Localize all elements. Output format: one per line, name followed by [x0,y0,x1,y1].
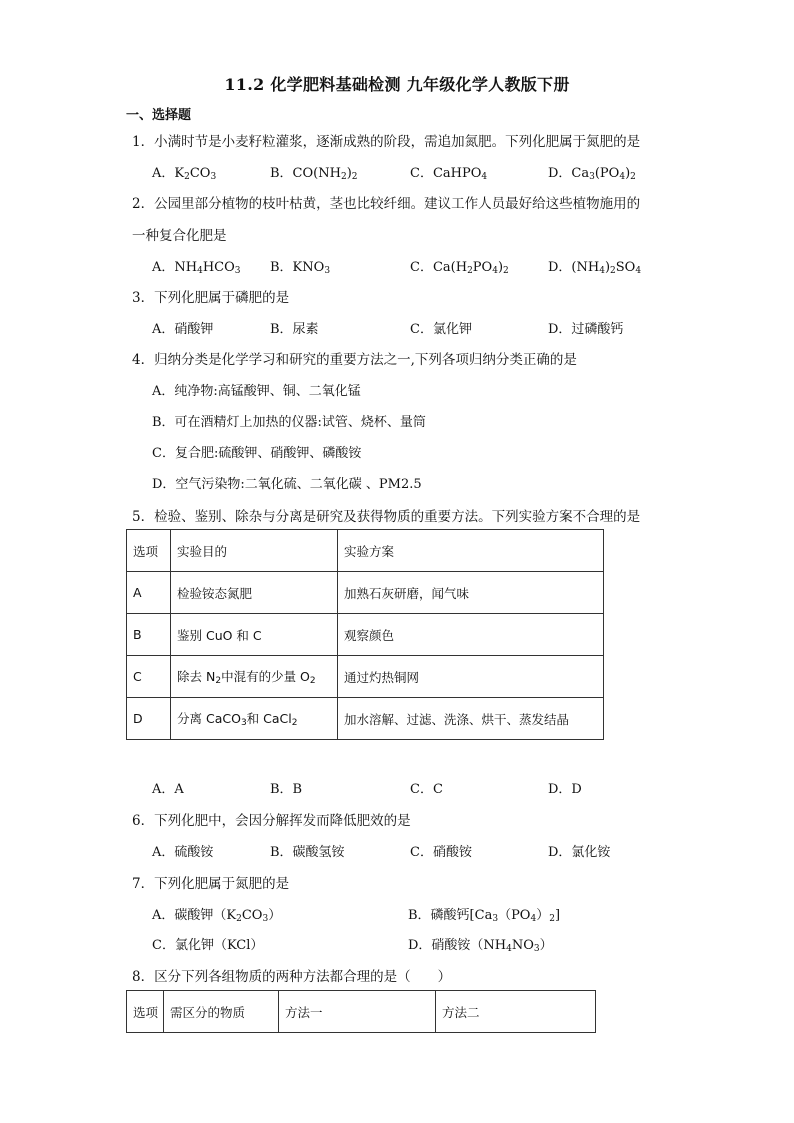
table-cell-goal: 检验铵态氮肥 [171,572,338,614]
option-c[interactable]: C．$Ca(H_2PO_4)_2$ [410,260,509,276]
question-1-stem: 1．小满时节是小麦籽粒灌浆，逐渐成熟的阶段，需追加氮肥。下列化肥属于氮肥的是 [132,134,641,150]
option-a[interactable]: A．硝酸钾 [152,322,214,337]
question-7-stem: 7．下列化肥属于氮肥的是 [132,876,290,892]
question-7-options-row2 [152,934,672,954]
option-c[interactable]: C．复合肥:硫酸钾、硝酸钾、磷酸铵 [152,446,362,461]
option-d[interactable]: D．D [548,782,582,797]
table-cell-goal: 除去 $N_2$中混有的少量 $O_2$ [171,656,338,698]
question-3-options [152,318,672,338]
question-2-options [152,256,672,276]
option-d[interactable]: D．空气污染物:二氧化硫、二氧化碳 、PM2.5 [152,477,422,492]
option-b[interactable]: B．尿素 [270,322,319,337]
option-b[interactable]: B．碳酸氢铵 [270,845,345,860]
page-title: 11.2 化学肥料基础检测 九年级化学人教版下册 [224,75,570,94]
table-row [127,614,604,656]
option-a[interactable]: A．A [152,782,184,797]
table-cell-plan: 通过灼热铜网 [338,656,604,698]
option-d[interactable]: D．过磷酸钙 [548,322,624,337]
table-cell-goal: 分离 CaCO$_3$和 CaCl$_2$ [171,698,338,740]
table-cell-option: A [127,572,171,614]
question-2-stem-cont: 一种复合化肥是 [132,228,227,244]
table-row [127,698,604,740]
option-b[interactable]: B．$KNO_3$ [270,260,331,276]
table-header-method-2: 方法二 [436,991,596,1033]
table-header-option: 选项 [127,991,164,1033]
question-5-stem: 5．检验、鉴别、除杂与分离是研究及获得物质的重要方法。下列实验方案不合理的是 [132,509,641,525]
option-d[interactable]: D．$Ca_3(PO_4)_2$ [548,166,636,182]
table-cell-plan: 加熟石灰研磨，闻气味 [338,572,604,614]
table-cell-plan: 观察颜色 [338,614,604,656]
question-1-options [152,162,672,182]
table-header-substances: 需区分的物质 [164,991,279,1033]
option-c[interactable]: C．氯化钾 [410,322,472,337]
table-row [127,656,604,698]
option-d[interactable]: D．$(NH_4)_2SO_4$ [548,260,642,276]
option-c[interactable]: C．氯化钾（KCl） [152,938,264,953]
question-4-stem: 4．归纳分类是化学学习和研究的重要方法之一,下列各项归纳分类正确的是 [132,352,577,368]
option-b[interactable]: B．B [270,782,303,797]
question-5-table [126,529,604,740]
option-c[interactable]: C．硝酸铵 [410,845,472,860]
question-2-stem: 2．公园里部分植物的枝叶枯黄，茎也比较纤细。建议工作人员最好给这些植物施用的 [132,196,641,212]
table-header-plan: 实验方案 [338,530,604,572]
option-d[interactable]: D．硝酸铵$(NH_4NO_3)$ [408,938,553,954]
table-cell-option: C [127,656,171,698]
option-c[interactable]: C．C [410,782,443,797]
option-a[interactable]: A．碳酸钾$(K_2CO_3)$ [152,908,282,924]
table-row [127,572,604,614]
question-5-options [152,778,672,798]
question-7-options-row1 [152,904,672,924]
question-8-table [126,990,596,1033]
option-b[interactable]: B．可在酒精灯上加热的仪器:试管、烧杯、量筒 [152,415,426,430]
option-a[interactable]: A．硫酸铵 [152,845,214,860]
option-d[interactable]: D．氯化铵 [548,845,611,860]
option-a[interactable]: A．$K_2CO_3$ [152,166,217,182]
question-6-options [152,841,672,861]
table-cell-option: D [127,698,171,740]
option-b[interactable]: B．$CO(NH_2)_2$ [270,166,358,182]
question-3-stem: 3．下列化肥属于磷肥的是 [132,290,290,306]
option-c[interactable]: C．CaHPO$_4$ [410,166,488,182]
table-header-method-1: 方法一 [279,991,436,1033]
table-cell-option: B [127,614,171,656]
option-b[interactable]: B．磷酸钙$[Ca_3(PO_4)_2]$ [408,908,561,924]
option-a[interactable]: A．纯净物:高锰酸钾、铜、二氧化锰 [152,384,361,399]
table-header-option: 选项 [127,530,171,572]
option-a[interactable]: A．$NH_4HCO_3$ [152,260,241,276]
section-heading: 一、选择题 [126,108,192,123]
table-header-goal: 实验目的 [171,530,338,572]
question-8-stem: 8．区分下列各组物质的两种方法都合理的是（ ） [132,969,452,985]
table-cell-plan: 加水溶解、过滤、洗涤、烘干、蒸发结晶 [338,698,604,740]
question-6-stem: 6．下列化肥中，会因分解挥发而降低肥效的是 [132,813,411,829]
table-cell-goal: 鉴别 CuO 和 C [171,614,338,656]
